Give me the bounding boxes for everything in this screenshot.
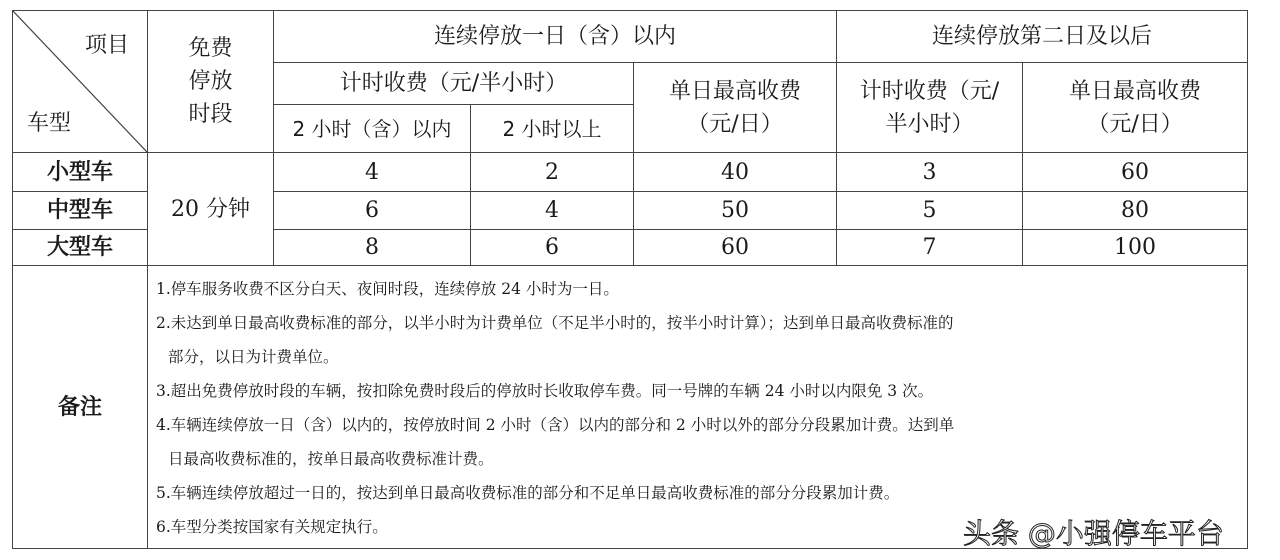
cell-daily-max-2: 80 [1023,192,1248,230]
second-day-header: 连续停放第二日及以后 [837,11,1248,63]
cell-within-2h: 6 [274,192,471,230]
free-period-header: 免费停放时段 [148,11,274,153]
cell-daily-max-2: 60 [1023,153,1248,192]
watermark: 头条 @小强停车平台 [963,517,1224,550]
note-3: 3.超出免费停放时段的车辆，按扣除免费时段后的停放时长收取停车费。同一号牌的车辆 24 小时以内限免 3 次。 [156,382,934,400]
corner-header-cell [13,11,148,153]
cell-daily-max-2: 100 [1023,230,1248,266]
table-row [13,153,1248,192]
vehicle-type-label: 车型 [27,111,72,136]
hourly-fee-header: 计时收费（元/半小时） [274,63,634,105]
note-1: 1.停车服务收费不区分白天、夜间时段，连续停放 24 小时为一日。 [156,280,619,298]
cell-daily-max: 40 [634,153,837,192]
notes-cell [148,266,1248,549]
cell-over-2h: 2 [471,153,634,192]
note-2: 2.未达到单日最高收费标准的部分，以半小时为计费单位（不足半小时的，按半小时计算）；达到单日最高收费标准的 [156,314,954,332]
note-4-cont: 日最高收费标准的，按单日最高收费标准计费。 [168,450,494,468]
vehicle-type: 小型车 [13,153,148,192]
note-6: 6.车型分类按国家有关规定执行。 [156,518,388,536]
cell-within-2h: 4 [274,153,471,192]
free-period-value: 20 分钟 [148,153,274,266]
cell-daily-max: 60 [634,230,837,266]
note-4: 4.车辆连续停放一日（含）以内的，按停放时间 2 小时（含）以内的部分和 2 小时以外的部分分段累加计费。达到单 [156,416,955,434]
within-2h-header: 2 小时（含）以内 [274,105,471,153]
cell-hourly-2: 7 [837,230,1023,266]
hourly-fee-2-header: 计时收费（元/半小时） [837,63,1023,153]
cell-within-2h: 8 [274,230,471,266]
daily-max-2-header: 单日最高收费（元/日） [1023,63,1248,153]
cell-daily-max: 50 [634,192,837,230]
daily-max-header: 单日最高收费（元/日） [634,63,837,153]
cell-hourly-2: 3 [837,153,1023,192]
over-2h-header: 2 小时以上 [471,105,634,153]
vehicle-type: 大型车 [13,230,148,266]
note-5: 5.车辆连续停放超过一日的，按达到单日最高收费标准的部分和不足单日最高收费标准的部分分段累加计费。 [156,484,900,502]
parking-fee-table [12,10,1248,549]
notes-label: 备注 [13,266,148,549]
vehicle-type: 中型车 [13,192,148,230]
item-label: 项目 [84,33,129,58]
cell-over-2h: 6 [471,230,634,266]
within-one-day-header: 连续停放一日（含）以内 [274,11,837,63]
cell-over-2h: 4 [471,192,634,230]
note-2-cont: 部分，以日为计费单位。 [168,348,339,366]
cell-hourly-2: 5 [837,192,1023,230]
